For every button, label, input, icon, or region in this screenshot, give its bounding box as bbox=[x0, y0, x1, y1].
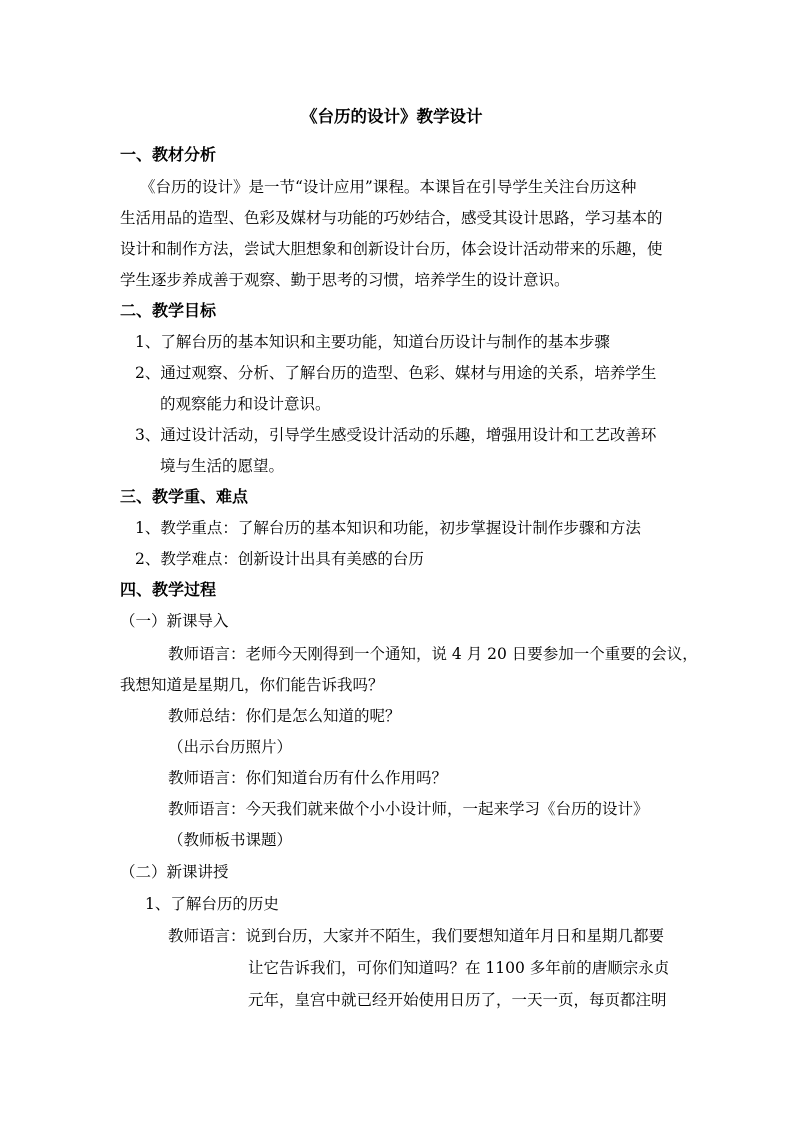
section-heading-key-points: 三、教学重、难点 bbox=[120, 487, 249, 506]
process-line: 教师语言：今天我们就来做个小小设计师，一起来学习《台历的设计》 bbox=[168, 800, 649, 818]
paragraph-line: 生活用品的造型、色彩及媒材与功能的巧妙结合，感受其设计思路，学习基本的 bbox=[120, 209, 663, 227]
process-line-continuation: 元年，皇宫中就已经开始使用日历了，一天一页，每页都注明 bbox=[248, 991, 667, 1009]
paragraph-line: 《台历的设计》是一节“设计应用”课程。本课旨在引导学生关注台历这种 bbox=[140, 178, 637, 196]
process-line: 教师语言：老师今天刚得到一个通知，说 4 月 20 日要参加一个重要的会议， bbox=[168, 645, 698, 663]
subsection-label-intro: （一）新课导入 bbox=[120, 612, 229, 630]
list-item: 1、教学重点：了解台历的基本知识和功能，初步掌握设计制作步骤和方法 bbox=[135, 519, 641, 537]
section-heading-objectives: 二、教学目标 bbox=[120, 301, 217, 320]
section-heading-analysis: 一、教材分析 bbox=[120, 145, 217, 164]
list-item: 2、教学难点：创新设计出具有美感的台历 bbox=[135, 550, 424, 568]
process-line: 教师总结：你们是怎么知道的呢？ bbox=[168, 707, 401, 725]
list-item: 1、了解台历的基本知识和主要功能，知道台历设计与制作的基本步骤 bbox=[135, 333, 610, 351]
list-item: 1、了解台历的历史 bbox=[145, 895, 279, 913]
list-item: 3、通过设计活动，引导学生感受设计活动的乐趣，增强用设计和工艺改善环 bbox=[135, 426, 657, 444]
process-line: 我想知道是星期几，你们能告诉我吗？ bbox=[120, 676, 384, 694]
paragraph-line: 学生逐步养成善于观察、勤于思考的习惯，培养学生的设计意识。 bbox=[120, 271, 570, 289]
process-line-continuation: 让它告诉我们，可你们知道吗？在 1100 多年前的唐顺宗永贞 bbox=[248, 959, 670, 977]
paragraph-line: 设计和制作方法，尝试大胆想象和创新设计台历，体会设计活动带来的乐趣，使 bbox=[120, 240, 663, 258]
document-title: 《台历的设计》教学设计 bbox=[301, 107, 483, 126]
section-heading-process: 四、教学过程 bbox=[120, 580, 217, 599]
process-line: （教师板书课题） bbox=[168, 831, 293, 849]
process-line: 教师语言：你们知道台历有什么作用吗？ bbox=[168, 769, 448, 787]
list-item: 2、通过观察、分析、了解台历的造型、色彩、媒材与用途的关系，培养学生 bbox=[135, 364, 657, 382]
list-item-continuation: 境与生活的愿望。 bbox=[160, 457, 285, 475]
subsection-label-teaching: （二）新课讲授 bbox=[120, 863, 229, 881]
process-line: （出示台历照片） bbox=[168, 738, 293, 756]
process-line: 教师语言：说到台历，大家并不陌生，我们要想知道年月日和星期几都要 bbox=[168, 927, 665, 945]
list-item-continuation: 的观察能力和设计意识。 bbox=[160, 395, 331, 413]
